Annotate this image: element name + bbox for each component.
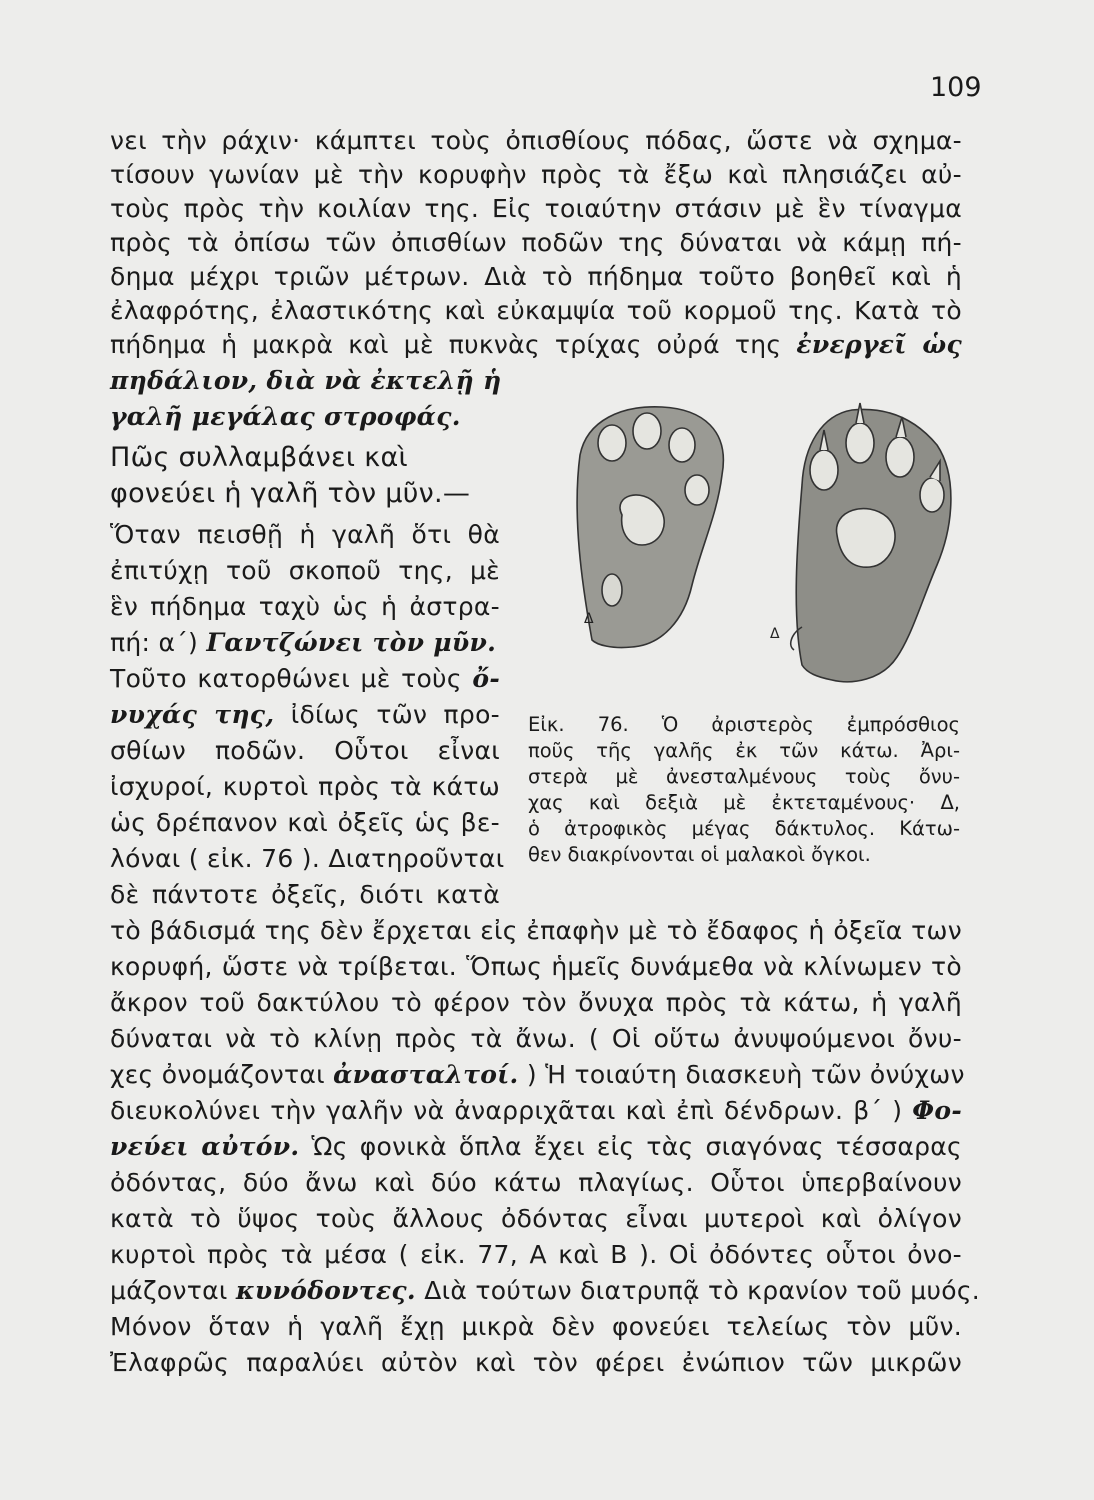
- text-span: διευκολύνει τὴν γαλῆν νὰ ἀναρριχᾶται καὶ ἐπὶ δένδρων. β΄ ): [110, 1096, 903, 1125]
- text-line: Μόνον ὅταν ἡ γαλῆ ἔχῃ μικρὰ δὲν φονεύει τελείως τὸν μῦν.: [110, 1312, 962, 1341]
- text-span: μάζονται: [110, 1276, 228, 1305]
- text-line: [110, 1060, 965, 1090]
- text-line: ἐπιτύχῃ τοῦ σκοποῦ της, μὲ: [110, 556, 500, 585]
- text-span: πή: α΄): [110, 628, 199, 657]
- text-line: κυρτοὶ πρὸς τὰ μέσα ( εἰκ. 77, Α καὶ Β ). Οἱ ὀδόντες οὗτοι ὀνο-: [110, 1240, 962, 1269]
- emphasis-text: Φο-: [912, 1096, 962, 1125]
- text-line: ὡς δρέπανον καὶ ὀξεῖς ὡς βε-: [110, 808, 500, 837]
- figure-caption-line: ὁ ἀτροφικὸς μέγας δάκτυλος. Κάτω-: [528, 817, 960, 840]
- text-span: πήδημα ἡ μακρὰ καὶ μὲ πυκνὰς τρίχας οὐρά της: [110, 330, 782, 359]
- figure-caption-line: ποῦς τῆς γαλῆς ἐκ τῶν κάτω. Ἀρι-: [528, 739, 960, 762]
- figure-caption-line: χας καὶ δεξιὰ μὲ ἐκτεταμένους· Δ,: [528, 791, 960, 814]
- text-line: πηδάλιον, διὰ νὰ ἐκτελῇ ἡ: [110, 366, 502, 395]
- text-line: [110, 1276, 981, 1306]
- text-line: τίσουν γωνίαν μὲ τὴν κορυφὴν πρὸς τὰ ἔξω καὶ πλησιάζει αὐ-: [110, 160, 962, 189]
- figure-label-right: Δ: [770, 626, 780, 642]
- text-line: ὀδόντας, δύο ἄνω καὶ δύο κάτω πλαγίως. Οὗτοι ὑπερβαίνουν: [110, 1168, 962, 1197]
- text-line: δύναται νὰ τὸ κλίνῃ πρὸς τὰ ἄνω. ( Οἱ οὕτω ἀνυψούμενοι ὄνυ-: [110, 1024, 962, 1053]
- emphasis-text: ἐνεργεῖ ὡς: [796, 330, 962, 359]
- text-line: [110, 664, 500, 694]
- text-line: ἐλαφρότης, ἐλαστικότης καὶ εὐκαμψία τοῦ κορμοῦ της. Κατὰ τὸ: [110, 296, 962, 325]
- figure-caption-line: στερὰ μὲ ἀνεσταλμένους τοὺς ὄνυ-: [528, 765, 960, 788]
- text-line: ἓν πήδημα ταχὺ ὡς ἡ ἀστρα-: [110, 592, 500, 621]
- text-line: [110, 1096, 962, 1126]
- text-line: γαλῆ μεγάλας στροφάς.: [110, 402, 461, 431]
- page-number: 109: [930, 72, 982, 103]
- figure-label-left: Δ: [584, 611, 594, 627]
- text-line: [110, 1132, 962, 1162]
- paw-illustration: [552, 395, 962, 705]
- text-line: [110, 628, 500, 658]
- figure-cat-paws: [552, 395, 962, 705]
- figure-caption-line: θεν διακρίνονται οἱ μαλακοὶ ὄγκοι.: [528, 843, 871, 866]
- text-line: δημα μέχρι τριῶν μέτρων. Διὰ τὸ πήδημα τοῦτο βοηθεῖ καὶ ἡ: [110, 262, 962, 291]
- text-span: Ὡς φονικὰ ὅπλα ἔχει εἰς τὰς σιαγόνας τέσσαρας: [311, 1132, 963, 1161]
- text-line: κατὰ τὸ ὕψος τοὺς ἄλλους ὀδόντας εἶναι μυτεροὶ καὶ ὀλίγον: [110, 1204, 962, 1233]
- text-line: λόναι ( εἰκ. 76 ). Διατηροῦνται: [110, 844, 505, 873]
- section-heading: Πῶς συλλαμβάνει καὶ: [110, 442, 408, 473]
- text-span: ) Ἡ τοιαύτη διασκευὴ τῶν ὀνύχων: [526, 1060, 965, 1089]
- text-span: Τοῦτο κατορθώνει μὲ τοὺς: [110, 664, 462, 693]
- text-span: ἰδίως τῶν προ-: [290, 700, 500, 729]
- text-line: κορυφή, ὥστε νὰ τρίβεται. Ὅπως ἡμεῖς δυνάμεθα νὰ κλίνωμεν τὸ: [110, 952, 962, 981]
- text-line: Ἐλαφρῶς παραλύει αὐτὸν καὶ τὸν φέρει ἐνώπιον τῶν μικρῶν: [110, 1348, 962, 1377]
- text-span: Διὰ τούτων διατρυπᾷ τὸ κρανίον τοῦ μυός.: [424, 1276, 981, 1305]
- text-line: ἄκρον τοῦ δακτύλου τὸ φέρον τὸν ὄνυχα πρὸς τὰ κάτω, ἡ γαλῆ: [110, 988, 962, 1017]
- section-heading: φονεύει ἡ γαλῆ τὸν μῦν.—: [110, 478, 471, 509]
- text-line: τὸ βάδισμά της δὲν ἔρχεται εἰς ἐπαφὴν μὲ τὸ ἔδαφος ἡ ὀξεῖα των: [110, 916, 962, 945]
- text-line: ἰσχυροί, κυρτοὶ πρὸς τὰ κάτω: [110, 772, 500, 801]
- figure-caption-line: Εἰκ. 76. Ὁ ἀριστερὸς ἐμπρόσθιος: [528, 713, 960, 736]
- text-line: δὲ πάντοτε ὀξεῖς, διότι κατὰ: [110, 880, 500, 909]
- emphasis-text: Γαντζώνει τὸν μῦν.: [206, 628, 497, 657]
- text-span: χες ὀνομάζονται: [110, 1060, 325, 1089]
- text-line: [110, 700, 500, 730]
- text-line: σθίων ποδῶν. Οὗτοι εἶναι: [110, 736, 500, 765]
- text-line: νει τὴν ράχιν· κάμπτει τοὺς ὀπισθίους πόδας, ὥστε νὰ σχημα-: [110, 126, 962, 155]
- emphasis-text: ἀνασταλτοί.: [333, 1060, 519, 1089]
- text-line: [110, 330, 962, 360]
- emphasis-text: κυνόδοντες.: [235, 1276, 416, 1305]
- emphasis-text: ὄ-: [472, 664, 501, 693]
- text-line: πρὸς τὰ ὀπίσω τῶν ὀπισθίων ποδῶν της δύναται νὰ κάμῃ πή-: [110, 228, 962, 257]
- text-line: Ὅταν πεισθῇ ἡ γαλῆ ὅτι θὰ: [110, 520, 500, 549]
- text-line: τοὺς πρὸς τὴν κοιλίαν της. Εἰς τοιαύτην στάσιν μὲ ἓν τίναγμα: [110, 194, 962, 223]
- emphasis-text: νυχάς της,: [110, 700, 275, 729]
- emphasis-text: νεύει αὐτόν.: [110, 1132, 300, 1161]
